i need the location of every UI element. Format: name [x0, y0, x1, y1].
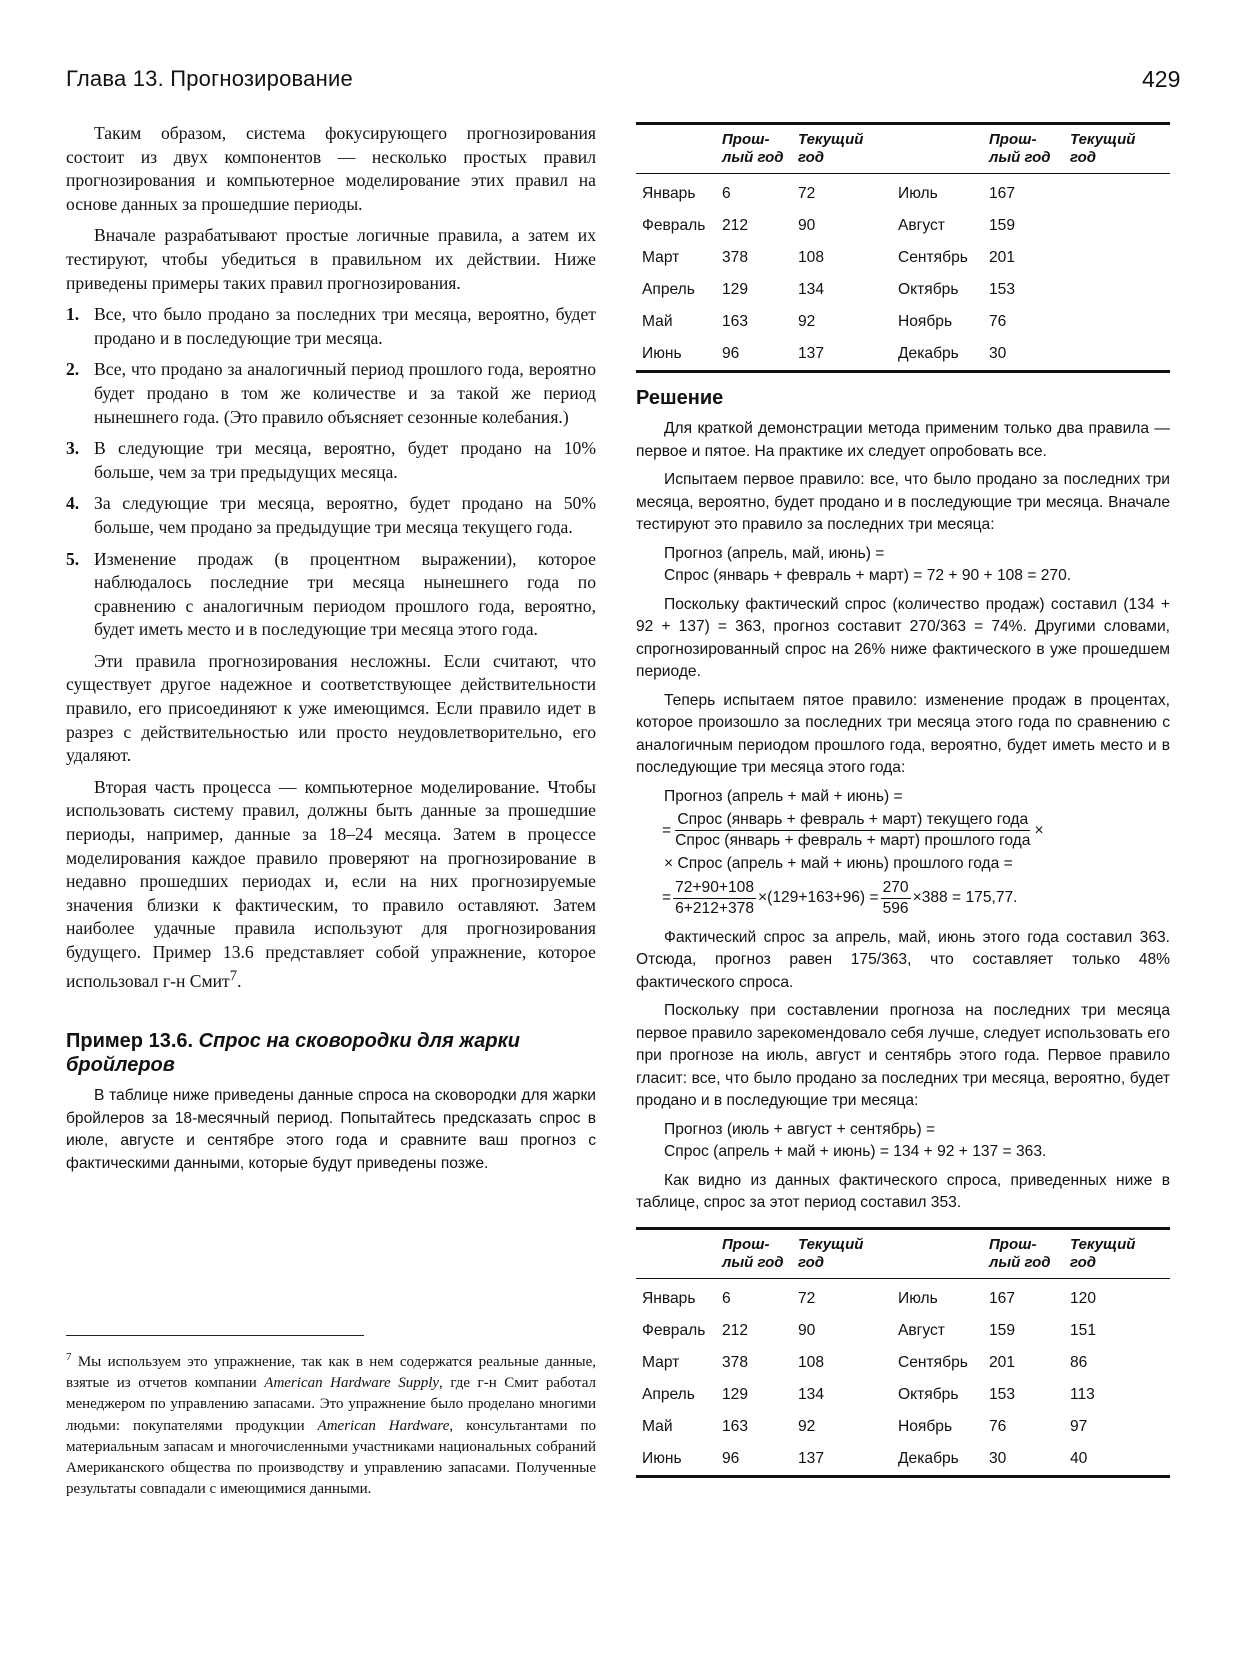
column-header [892, 124, 989, 174]
table-row [636, 174, 1170, 211]
table-cell: 378 [722, 249, 749, 266]
table-cell: 90 [798, 1321, 816, 1339]
footnote-divider [66, 1335, 364, 1336]
table-cell: 153 [989, 281, 1016, 298]
table-cell: Сентябрь [898, 249, 968, 266]
table-row [636, 274, 1170, 306]
formula-rule1-forecast [636, 1119, 1170, 1164]
table-cell: 212 [722, 217, 749, 234]
table-row [636, 306, 1170, 338]
example-title: Спрос на сковородки для жарки бройлеров [66, 1030, 520, 1077]
table-cell: Ноябрь [898, 1417, 953, 1435]
column-header: Прош- лый год [722, 1235, 784, 1271]
table-cell: 134 [798, 281, 825, 298]
column-header: Текущий год [798, 1235, 864, 1271]
table-row [636, 1315, 1170, 1347]
table-cell: 108 [798, 249, 825, 266]
paragraph-rules-simple: Эти правила прогнозирования несложны. Если считают, что существует другое надежное и соответствующее действительности правило, его присоединяют к уже имеющимся. Если правило идет в разрез с действительностью или просто неудовлетворительно, его удаляют. [66, 650, 596, 766]
table-cell [1070, 210, 1170, 242]
column-header: Текущий год [1070, 131, 1136, 166]
table-cell: 6 [722, 185, 731, 202]
rule-number: 3. [66, 438, 80, 459]
left-column [66, 122, 596, 1181]
table-cell: 159 [989, 217, 1016, 234]
formula-rule5-calc [636, 878, 1170, 919]
fraction-denominator: Спрос (январь + февраль + март) прошлого года [675, 832, 1031, 849]
formula-rule1-test [636, 543, 1170, 588]
table-cell: 108 [798, 1353, 825, 1371]
table-cell: Май [642, 1417, 673, 1435]
demand-table-1 [636, 122, 1170, 373]
rule-item [66, 303, 596, 350]
example-text: В таблице ниже приведены данные спроса на сковородки для жарки бройлеров за 18-месячный период. Попытайтесь предсказать спрос в июле, августе и сентябре этого года и сравните ваш прогноз с фактическими данными, которые будут приведены позже. [66, 1087, 596, 1172]
table-cell: 113 [1070, 1385, 1095, 1403]
table-cell: 167 [989, 185, 1016, 202]
table-cell: 129 [722, 1385, 749, 1403]
column-header [892, 1228, 989, 1278]
formula-rule5-fraction [636, 810, 1170, 851]
table-row [636, 1278, 1170, 1315]
formula-result: ×388 = 175,77. [912, 889, 1018, 906]
table-cell: 129 [722, 281, 749, 298]
formula-equals: = [662, 821, 672, 839]
table-cell: Январь [642, 1289, 696, 1307]
fraction [881, 878, 911, 919]
paragraph-rules-intro: Вначале разрабатывают простые логичные правила, а затем их тестируют, чтобы убедиться в правильном их действии. Ниже приведены примеры таких правил прогнозирования. [66, 225, 596, 293]
paragraph-simulation [66, 776, 596, 993]
column-header [636, 1228, 722, 1278]
column-header: Текущий год [1070, 1235, 1136, 1271]
table-cell: 97 [1070, 1417, 1088, 1435]
right-column [636, 122, 1170, 1478]
table-cell: Июнь [642, 345, 682, 362]
table-cell: 6 [722, 1289, 731, 1307]
formula-line: Спрос (апрель + май + июнь) = 134 + 92 + 137 = 363. [664, 1143, 1047, 1160]
column-header: Прош- лый год [722, 131, 784, 166]
footnote-text-b: , где г-н Смит работал менеджером по управлению запасами. Это упражнение было проделано многими людьми: покупателями продукции [66, 1375, 596, 1434]
rule-item [66, 492, 596, 539]
table-cell: 76 [989, 1417, 1007, 1435]
rule-text: Все, что было продано за последних три месяца, вероятно, будет продано и в последующие три месяца. [94, 304, 596, 348]
table-cell: Июль [898, 185, 938, 202]
footnote-text-c: , консультантами по материальным запасам и многочисленными участниками национальных собраний Американского общества по производству и управлению запасами. Полученные результаты совпадали с имеющимися данными. [66, 1417, 596, 1498]
table-cell: Январь [642, 185, 696, 202]
formula-line: Прогноз (апрель + май + июнь) = [664, 787, 903, 805]
table-row [636, 1379, 1170, 1411]
table-cell: 167 [989, 1289, 1016, 1307]
table-cell: Сентябрь [898, 1353, 968, 1371]
table-cell [1070, 306, 1170, 338]
formula-line: Прогноз (апрель, май, июнь) = [664, 544, 885, 562]
footnote-number: 7 [66, 1351, 72, 1363]
column-header: Текущий год [798, 131, 864, 166]
table-header-row [636, 1228, 1170, 1278]
table-cell [1070, 338, 1170, 372]
solution-text-6: Поскольку при составлении прогноза на последних три месяца первое правило зарекомендовало себя лучше, следует использовать его при прогнозе на июль, август и сентябрь этого года. Первое правило гласит: все, что было продано за последних три месяца, вероятно, будет продано и в последующие три месяца: [636, 1002, 1170, 1109]
table-header-row [636, 124, 1170, 174]
table-cell: 201 [989, 1353, 1016, 1371]
table-cell [1070, 174, 1170, 211]
rule-item [66, 437, 596, 484]
table-cell: 134 [798, 1385, 825, 1403]
table-cell: 90 [798, 217, 816, 234]
table-cell: Август [898, 217, 945, 234]
table-cell: 151 [1070, 1321, 1097, 1339]
fraction-denominator: 596 [882, 899, 909, 917]
rules-list [66, 303, 596, 642]
table-cell: Июнь [642, 1449, 682, 1467]
rule-text: В следующие три месяца, вероятно, будет продано на 10% больше, чем за три предыдущих месяца. [94, 438, 596, 482]
table-cell: 212 [722, 1321, 749, 1339]
table-cell: 163 [722, 1417, 749, 1435]
table-cell: 92 [798, 313, 816, 330]
footnote-text-a: Мы используем это упражнение, так как в нем содержатся реальные данные, взятые из отчетов компании [66, 1354, 596, 1392]
table-row [636, 1411, 1170, 1443]
formula-line: Спрос (январь + февраль + март) = 72 + 90 + 108 = 270. [664, 567, 1072, 584]
table-row [636, 1443, 1170, 1477]
paragraph-simulation-end: . [237, 970, 242, 991]
rule-item [66, 358, 596, 429]
rule-text: Изменение продаж (в процентном выражении), которое наблюдалось последние три месяца нынешнего года по сравнению с аналогичным периодом прошлого года, вероятно, будет иметь место и в последующие три месяца этого года. [94, 548, 596, 640]
table-cell: 96 [722, 1449, 740, 1467]
footnote [66, 1347, 596, 1500]
table-cell: Октябрь [898, 281, 959, 298]
fraction-denominator: 6+212+378 [675, 899, 755, 917]
table-cell: Декабрь [898, 1449, 959, 1467]
table-cell: Декабрь [898, 345, 959, 362]
rule-text: Все, что продано за аналогичный период прошлого года, вероятно будет продано в том же количестве и за такой же период нынешнего года. (Это правило объясняет сезонные колебания.) [94, 359, 596, 427]
table-cell: 163 [722, 313, 749, 330]
column-header [636, 124, 722, 174]
solution-text-2: Испытаем первое правило: все, что было продано за последних три месяца, вероятно, будет продано и в последующие три месяца. Вначале тестируют это правило за последних три месяца: [636, 471, 1170, 533]
example-label: Пример 13.6. [66, 1030, 194, 1053]
fraction-numerator: 72+90+108 [673, 878, 756, 899]
table-cell: 153 [989, 1385, 1016, 1403]
table-cell: 86 [1070, 1353, 1088, 1371]
table-cell: 92 [798, 1417, 816, 1435]
fraction-numerator: Спрос (январь + февраль + март) текущего года [675, 810, 1030, 831]
table-row [636, 210, 1170, 242]
column-header: Прош- лый год [989, 1235, 1051, 1271]
solution-heading: Решение [636, 387, 724, 409]
table-cell: 137 [798, 1449, 825, 1467]
table-cell: Ноябрь [898, 313, 953, 330]
column-header: Прош- лый год [989, 131, 1051, 166]
footnote-ref: 7 [229, 967, 238, 984]
table-cell: 72 [798, 185, 816, 202]
table-row [636, 242, 1170, 274]
table-cell: Март [642, 249, 680, 266]
table-cell: Июль [898, 1289, 938, 1307]
solution-text-5: Фактический спрос за апрель, май, июнь этого года составил 363. Отсюда, прогноз равен 175/363, что составляет только 48% фактического спроса. [636, 928, 1170, 991]
table-cell: Март [642, 1353, 680, 1371]
table-cell: Май [642, 313, 673, 330]
footnote-company: American Hardware Supply [264, 1375, 440, 1392]
formula-equals: = [662, 889, 672, 906]
formula-times: × [1034, 821, 1044, 839]
paragraph-simulation-text: Вторая часть процесса — компьютерное моделирование. Чтобы использовать систему правил, должны быть данные за прошедшие периоды, например, данные за 18–24 месяца. Затем в процессе моделирования каждое правило проверяют на прогнозирование в недавно прошедших периодах и, если на них прогнозируемые значения близки к фактическим, то правило оставляют. Затем наиболее удачные правила используют для прогнозирования будущего. Пример 13.6 представляет собой упражнение, которое использовал г-н Смит [66, 776, 596, 991]
rule-text: За следующие три месяца, вероятно, будет продано на 50% больше, чем продано за предыдущие три месяца текущего года. [94, 493, 596, 537]
rule-number: 1. [66, 304, 80, 325]
formula-middle: ×(129+163+96) = [758, 889, 879, 906]
footnote-company-2: American Hardware [317, 1417, 450, 1434]
rule-number: 5. [66, 548, 80, 569]
table-cell: Октябрь [898, 1385, 959, 1403]
solution-text-4: Теперь испытаем пятое правило: изменение продаж в процентах, которое произошло за последних три месяца этого года по сравнению с аналогичным периодом прошлого года, вероятно, будет иметь место и в последующие три месяца этого года: [636, 691, 1170, 776]
page-number: 429 [1142, 66, 1181, 92]
rule-item [66, 548, 596, 642]
table-cell [1070, 242, 1170, 274]
table-cell: Август [898, 1321, 945, 1339]
rule-number: 4. [66, 493, 80, 514]
table-cell: 159 [989, 1321, 1016, 1339]
table-cell [1070, 274, 1170, 306]
table-row [636, 338, 1170, 372]
paragraph-intro: Таким образом, система фокусирующего прогнозирования состоит из двух компонентов — несколько простых правил прогнозирования и компьютерное моделирование этих правил на основе данных за прошедшие периоды. [66, 123, 596, 214]
table-cell: 137 [798, 345, 825, 362]
table-row [636, 1347, 1170, 1379]
table-cell: 120 [1070, 1289, 1097, 1307]
table-cell: 201 [989, 249, 1016, 266]
table-cell: 40 [1070, 1449, 1088, 1467]
solution-text-7: Как видно из данных фактического спроса, приведенных ниже в таблице, спрос за этот период составил 353. [636, 1171, 1170, 1211]
formula-line: × Спрос (апрель + май + июнь) прошлого года = [664, 855, 1013, 872]
table-cell: Февраль [642, 1321, 706, 1339]
table-cell: 30 [989, 345, 1007, 362]
table-cell: Февраль [642, 217, 706, 234]
formula-line: Прогноз (июль + август + сентябрь) = [664, 1120, 936, 1138]
solution-text-3: Поскольку фактический спрос (количество продаж) составил (134 + 92 + 137) = 363, прогноз составит 270/363 = 74%. Другими словами, спрогнозированный спрос на 26% ниже фактического в уже прошедшем периоде. [636, 595, 1170, 680]
table-cell: Апрель [642, 281, 695, 298]
example-heading [66, 1029, 596, 1077]
table-cell: 96 [722, 345, 740, 362]
fraction [673, 878, 756, 919]
table-cell: 76 [989, 313, 1007, 330]
rule-number: 2. [66, 359, 80, 380]
solution-text-1: Для краткой демонстрации метода применим только два правила — первое и пятое. На практике их следует опробовать все. [636, 420, 1170, 460]
table-cell: Апрель [642, 1385, 695, 1403]
table-cell: 378 [722, 1353, 749, 1371]
running-head: Глава 13. Прогнозирование [66, 66, 353, 91]
fraction [673, 810, 1032, 851]
demand-table-2 [636, 1227, 1170, 1478]
fraction-numerator: 270 [881, 878, 911, 899]
table-cell: 72 [798, 1289, 816, 1307]
table-cell: 30 [989, 1449, 1007, 1467]
